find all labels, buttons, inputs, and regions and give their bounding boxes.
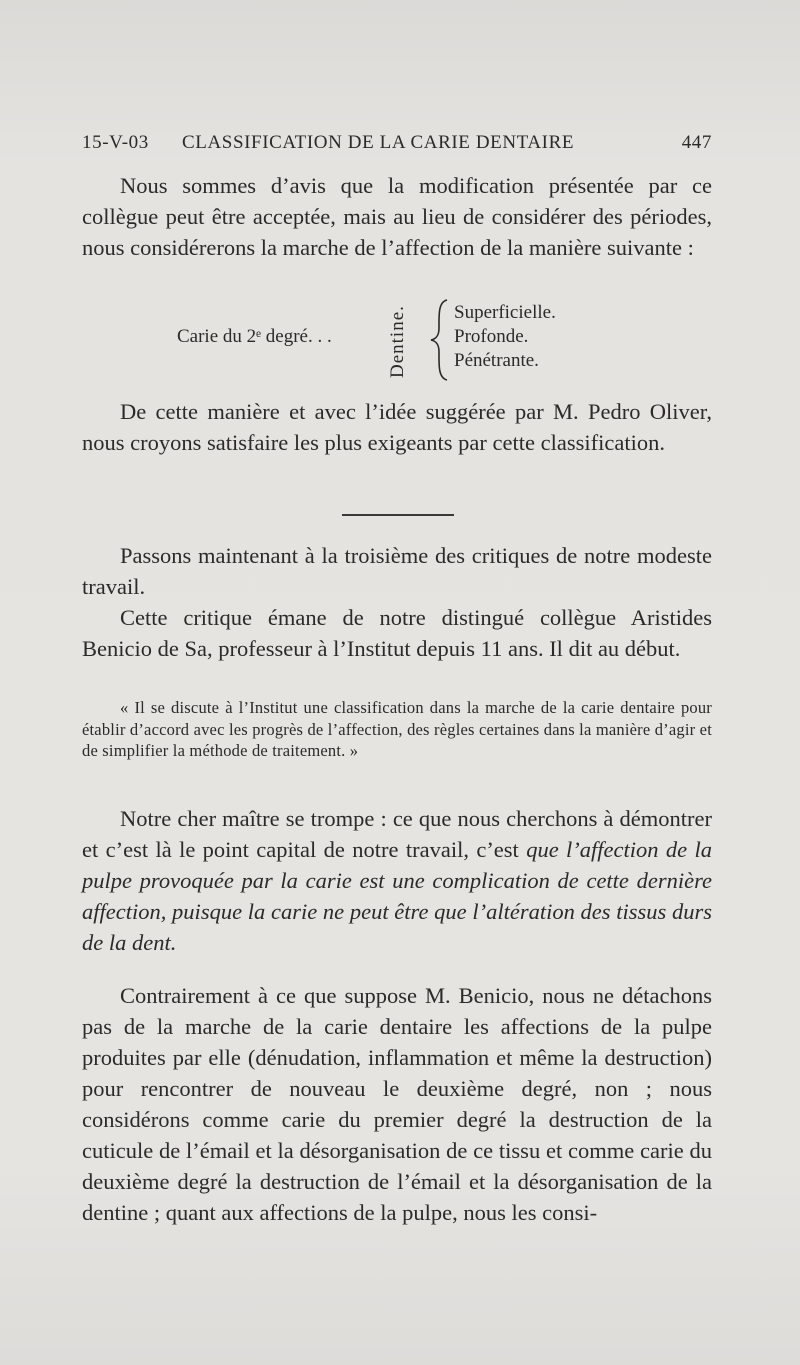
paragraph-text: Contrairement à ce que suppose M. Benicio, nous ne détachons pas de la marche de la carie dentaire les affections de la pulpe produites par elle (dénudation, inflammation et même la destruction) pour rencontrer de nouveau le deuxième degré, non ; nous considérons comme carie du premier degré la destruction de la cuticule de l’émail et la désorganisation de ce tissu et comme carie du deuxième degré la destruction de l’émail et la désorganisation de la dentine ; quant aux affections de la pulpe, nous les consi- bbox=[82, 983, 712, 1225]
page-number: 447 bbox=[681, 132, 712, 153]
paragraph-text: Nous sommes d’avis que la modification présentée par ce collègue peut être acceptée, mais au lieu de considérer des périodes, nous considérerons la marche de l’affection de la manière suivante : bbox=[82, 173, 712, 260]
paragraph-text: Cette critique émane de notre distingué collègue Aristides Benicio de Sa, professeur à l’Institut depuis 11 ans. Il dit au début. bbox=[82, 605, 712, 661]
paragraph-4 bbox=[82, 602, 712, 664]
paragraph-text: Passons maintenant à la troisième des critiques de notre modeste travail. bbox=[82, 543, 712, 599]
curly-brace-icon bbox=[427, 298, 453, 382]
option-penetrante: Pénétrante. bbox=[454, 350, 539, 371]
degree-options bbox=[454, 301, 556, 373]
section-divider bbox=[342, 514, 454, 516]
paragraph-6 bbox=[82, 980, 712, 1228]
paragraph-text: De cette manière et avec l’idée suggérée par M. Pedro Oliver, nous croyons satisfaire les plus exigeants par cette classification. bbox=[82, 399, 712, 455]
paragraph-roman: Notre cher maître se trompe : ce que nous cherchons à démontrer et c’est là le point capital de notre travail, c’est bbox=[82, 806, 712, 862]
paragraph-italic: que l’affection de la pulpe provoquée par la carie est une complication de cette dernière affection, puisque la carie ne peut être que l’altération des tissus durs de la dent. bbox=[82, 837, 713, 955]
paragraph-2 bbox=[82, 396, 712, 458]
classification-table bbox=[82, 290, 712, 386]
option-profonde: Profonde. bbox=[454, 326, 529, 347]
paragraph-5 bbox=[82, 803, 712, 958]
option-superficielle: Superficielle. bbox=[454, 302, 556, 323]
header-date: 15-V-03 bbox=[82, 132, 149, 153]
running-title: CLASSIFICATION DE LA CARIE DENTAIRE bbox=[182, 132, 575, 153]
paragraph-text bbox=[82, 803, 712, 958]
paragraph-1 bbox=[82, 170, 712, 263]
tissue-label: Dentine. bbox=[387, 305, 408, 378]
paragraph-3 bbox=[82, 540, 712, 602]
quotation bbox=[82, 697, 712, 762]
classification-label: Carie du 2ᵉ degré. . . bbox=[177, 326, 332, 347]
quote-text: « Il se discute à l’Institut une classification dans la marche de la carie dentaire pour établir d’accord avec les progrès de l’affection, des règles certaines dans la manière d’agir et de simplifier la méthode de traitement. » bbox=[82, 698, 712, 760]
